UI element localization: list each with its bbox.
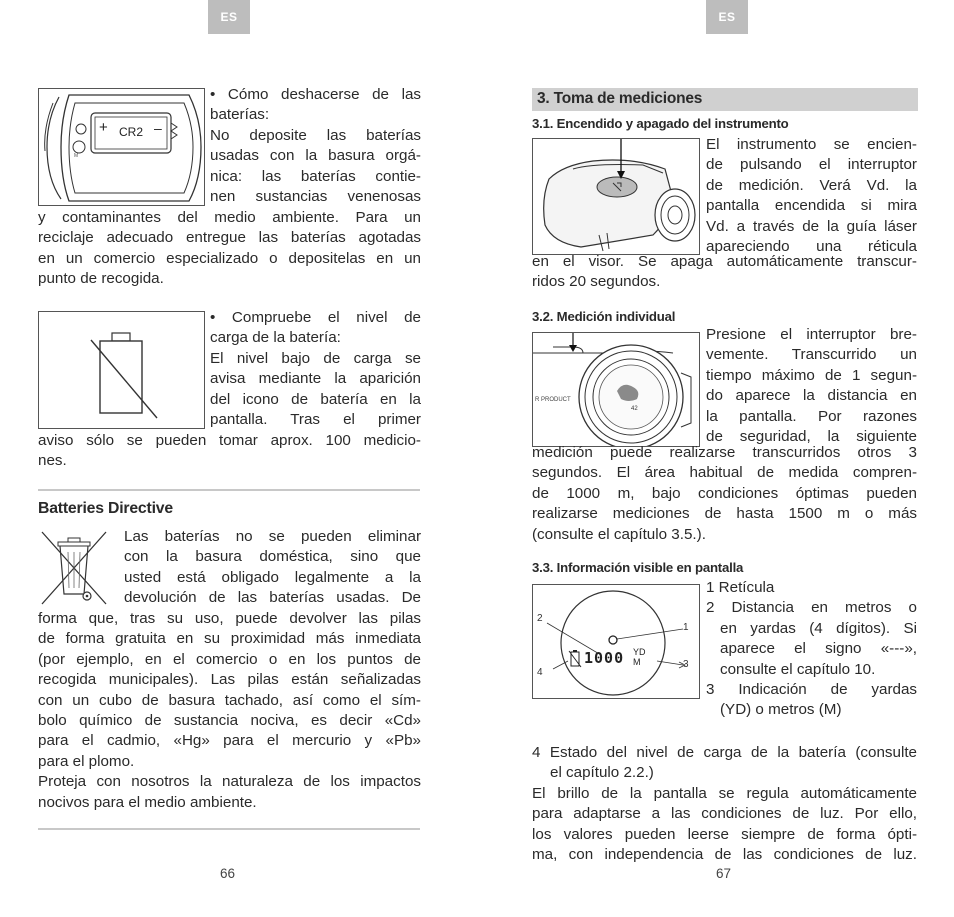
text-line: el capítulo 2.2.) xyxy=(550,764,654,782)
eyepiece-illustration xyxy=(533,333,699,446)
text-line: ma, con independencia de las condiciones de luz. xyxy=(532,846,917,863)
text-line: nes. xyxy=(38,452,67,470)
subsection-3-2-title: 3.2. Medición individual xyxy=(532,309,676,324)
battery-plus-sign: + xyxy=(99,119,108,136)
section-header xyxy=(532,88,918,111)
text-line: • Cómo deshacerse de las xyxy=(210,86,421,103)
text-line: de medición. Verá Vd. la xyxy=(706,176,917,194)
text-line: bolo químico de sustancia nociva, es decir «Cd» xyxy=(38,712,421,729)
section-title: 3. Toma de mediciones xyxy=(537,90,703,107)
text-line: avisa mediante la aparición xyxy=(210,370,421,388)
text-line: recogida municipales). Las pilas están señalizadas xyxy=(38,671,421,689)
subsection-3-3-title: 3.3. Información visible en pantalla xyxy=(532,560,744,575)
label-2: 2 xyxy=(537,613,543,624)
battery-compartment-illustration xyxy=(39,89,204,205)
text-line: tiempo máximo de 1 segun- xyxy=(706,366,917,384)
subsection-3-1-title: 3.1. Encendido y apagado del instrumento xyxy=(532,116,789,131)
text-line: • Compruebe el nivel de xyxy=(210,309,421,326)
battery-compartment-figure xyxy=(38,88,205,206)
crossed-battery-icon xyxy=(39,312,204,428)
text-line: pantalla encendida si mira xyxy=(706,197,917,215)
text-line: del icono de batería en la xyxy=(210,390,421,408)
label-3: 3 xyxy=(683,659,689,670)
text-line: para el plomo. xyxy=(38,752,135,770)
list-line: 2 Distancia en metros o xyxy=(706,599,917,617)
text-line: El instrumento se encien- xyxy=(706,136,917,153)
text-line: Las baterías no se pueden eliminar xyxy=(124,528,421,545)
crossed-bin-icon xyxy=(38,528,110,608)
list-line: (YD) o metros (M) xyxy=(720,701,842,719)
svg-text:M: M xyxy=(74,153,79,159)
text-line: medición puede realizarse transcurridos otros 3 xyxy=(532,444,917,461)
text-line: Presione el interruptor bre- xyxy=(706,326,917,343)
yd-label: YD xyxy=(633,647,646,657)
text-line: realizarse mediciones de hasta 1500 m o más xyxy=(532,505,917,523)
m-label: M xyxy=(633,657,641,667)
list-line: consulte el capítulo 10. xyxy=(720,660,876,678)
text-line: usadas con la basura orgá- xyxy=(210,147,421,165)
rangefinder-illustration xyxy=(533,139,699,254)
distance-digits: 1000 xyxy=(584,649,625,667)
text-line: reciclaje adecuado entregue las baterías agotadas xyxy=(38,229,421,247)
text-line: forma que, tras su uso, puede devolver las pilas xyxy=(38,610,421,627)
text-line: ridos 20 segundos. xyxy=(532,273,661,291)
text-line: usted está obligado legalmente a la xyxy=(124,568,421,586)
text-line: El brillo de la pantalla se regula automáticamente xyxy=(532,784,917,802)
device-power-figure xyxy=(532,138,700,255)
text-line: de seguridad, la siguiente xyxy=(706,428,917,445)
display-diagram xyxy=(533,585,699,698)
text-line: No deposite las baterías xyxy=(210,126,421,144)
product-label: R PRODUCT xyxy=(535,397,571,403)
text-line: con la basura doméstica, sino que xyxy=(124,548,421,566)
label-4: 4 xyxy=(537,667,543,678)
list-line: 1 Retícula xyxy=(706,579,775,596)
text-line: de 1000 m, bajo condiciones óptimas pueden xyxy=(532,484,917,502)
battery-label: CR2 xyxy=(119,125,144,139)
text-line: 4 Estado del nivel de carga de la batería (consulte xyxy=(532,744,917,761)
text-line: Vd. a través de la guía láser xyxy=(706,217,917,235)
text-line: carga de la batería: xyxy=(210,329,341,347)
text-line: con un cubo de basura tachado, así como el sím- xyxy=(38,691,421,709)
language-tab-right: ES xyxy=(706,0,748,34)
text-line: pantalla. Tras el primer xyxy=(210,411,421,428)
eyepiece-figure xyxy=(532,332,700,447)
text-line: baterías: xyxy=(210,106,270,124)
text-line: segundos. El área habitual de medida compren- xyxy=(532,464,917,482)
text-line: en el visor. Se apaga automáticamente transcur- xyxy=(532,253,917,270)
text-line: para el cadmio, «Hg» para el mercurio y «Pb» xyxy=(38,732,421,750)
language-tab-left: ES xyxy=(208,0,250,34)
text-line: punto de recogida. xyxy=(38,270,164,288)
text-line: apareciendo una réticula xyxy=(706,238,917,255)
list-line: en yardas (4 dígitos). Si xyxy=(720,619,917,637)
label-1: 1 xyxy=(683,622,689,633)
list-line: aparece el signo «---», xyxy=(720,640,917,658)
text-line: para adaptarse a las condiciones de luz. Por ello, xyxy=(532,805,917,823)
text-line: (por ejemplo, en el comercio o en los puntos de xyxy=(38,650,421,668)
text-line: do aparece la distancia en xyxy=(706,387,917,405)
page-number-right: 67 xyxy=(716,866,732,881)
text-line: vemente. Transcurrido un xyxy=(706,346,917,364)
text-line: El nivel bajo de carga se xyxy=(210,349,421,367)
text-line: (consulte el capítulo 3.5.). xyxy=(532,525,706,543)
divider-bottom xyxy=(38,828,420,830)
text-line: nen sustancias venenosas xyxy=(210,188,421,205)
low-battery-figure xyxy=(38,311,205,429)
page-number-left: 66 xyxy=(220,866,236,881)
text-line: aviso sólo se pueden tomar aprox. 100 medicio- xyxy=(38,432,421,449)
text-line: la pantalla. Por razones xyxy=(706,407,917,425)
text-line: en un comercio especializado o depositelas en un xyxy=(38,249,421,267)
list-line: 3 Indicación de yardas xyxy=(706,681,917,698)
text-line: de forma gratuita en su proximidad más inmediata xyxy=(38,630,421,648)
text-line: y contaminantes del medio ambiente. Para un xyxy=(38,209,421,226)
divider-top xyxy=(38,489,420,491)
text-line: nocivos para el medio ambiente. xyxy=(38,793,257,811)
text-line: de pulsando el interruptor xyxy=(706,156,917,174)
text-line: Proteja con nosotros la naturaleza de los impactos xyxy=(38,773,421,791)
text-line: nica: las baterías contie- xyxy=(210,167,421,185)
display-info-figure xyxy=(532,584,700,699)
text-line: los valores pueden leerse siempre de forma ópti- xyxy=(532,825,917,843)
batteries-directive-title: Batteries Directive xyxy=(38,500,173,517)
svg-text:42: 42 xyxy=(631,406,638,412)
battery-minus-sign: – xyxy=(154,120,162,136)
text-line: devolución de las baterías usadas. De xyxy=(124,589,421,607)
